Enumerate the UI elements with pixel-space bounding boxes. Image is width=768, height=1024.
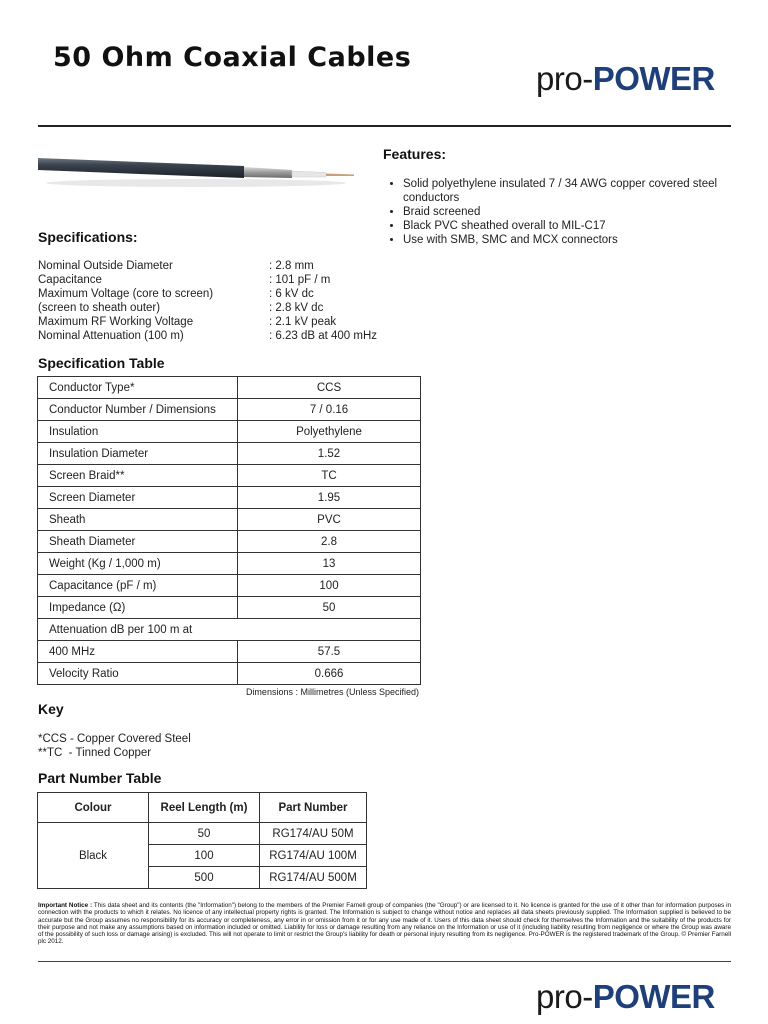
table-header-row xyxy=(38,793,367,823)
notice-text: This data sheet and its contents (the "Information") belong to the members of the Premier Farnell group of companies (the "Group") or are licensed to it. No licence is granted for the use of it other than for information purposes in connection with the products to which it relates. No licence of any intellectual property rights is granted. The Information is subject to change without notice and replaces all data sheets previously supplied. The Information supplied is believed to be accurate but the Group assumes no responsibility for its accuracy or completeness, any error in or omission from it or for any use made of it. Users of this data sheet should check for themselves the Information and the suitability of the products for their purpose and not make any assumptions based on information included or omitted. Liability for loss or damage resulting from any reliance on the Information or use of it (including liability resulting from negligence or where the Group was aware of the possibility of such loss or damage arising) is excluded. This will not operate to limit or restrict the Group's liability for death or personal injury resulting from its negligence. Pro-POWER is the registered trademark of the Group. © Premier Farnell plc 2012. xyxy=(38,902,732,946)
table-cell-value: CCS xyxy=(238,377,421,399)
table-row xyxy=(38,377,421,399)
spec-value: : 6.23 dB at 400 mHz xyxy=(269,330,378,342)
table-cell-value: 0.666 xyxy=(238,663,421,685)
part-number-cell: RG174/AU 500M xyxy=(260,867,367,889)
table-cell-value: 1.52 xyxy=(238,443,421,465)
column-header: Reel Length (m) xyxy=(149,793,260,823)
table-cell-label: Attenuation dB per 100 m at xyxy=(38,619,421,641)
table-cell-value: 1.95 xyxy=(238,487,421,509)
column-header: Colour xyxy=(38,793,149,823)
spec-row xyxy=(38,287,377,301)
spec-label: Maximum Voltage (core to screen) xyxy=(38,288,214,300)
feature-item: • Use with SMB, SMC and MCX connectors xyxy=(403,233,768,247)
table-row xyxy=(38,641,421,663)
table-row xyxy=(38,531,421,553)
spec-row xyxy=(38,301,377,315)
table-row xyxy=(38,509,421,531)
reel-length-cell: 500 xyxy=(149,867,260,889)
table-row xyxy=(38,443,421,465)
colour-cell: Black xyxy=(38,823,149,889)
pro-power-logo: pro-POWER xyxy=(536,978,715,1015)
table-cell-value: 57.5 xyxy=(238,641,421,663)
table-row xyxy=(38,553,421,575)
table-cell-value: TC xyxy=(238,465,421,487)
footer-divider xyxy=(38,961,731,962)
table-cell-label: Velocity Ratio xyxy=(38,663,238,685)
spec-label: Nominal Outside Diameter xyxy=(38,260,173,272)
table-cell-value: PVC xyxy=(238,509,421,531)
table-cell-label: Conductor Number / Dimensions xyxy=(38,399,238,421)
table-cell-value: 2.8 xyxy=(238,531,421,553)
table-row xyxy=(38,619,421,641)
specification-table xyxy=(37,376,421,685)
key-item: **TC - Tinned Copper xyxy=(38,747,152,759)
notice-label: Important Notice : xyxy=(38,902,93,909)
feature-item: • Solid polyethylene insulated 7 / 34 AWG copper covered steel conductors xyxy=(403,177,768,205)
spec-row xyxy=(38,273,377,287)
table-cell-label: Capacitance (pF / m) xyxy=(38,575,238,597)
table-cell-label: Screen Braid** xyxy=(38,465,238,487)
specifications-heading: Specifications: xyxy=(38,229,138,245)
dimensions-note: Dimensions : Millimetres (Unless Specified) xyxy=(245,687,419,697)
table-cell-label: Sheath Diameter xyxy=(38,531,238,553)
table-cell-label: 400 MHz xyxy=(38,641,238,663)
table-cell-label: Insulation xyxy=(38,421,238,443)
key-list xyxy=(38,732,191,760)
spec-value: : 101 pF / m xyxy=(269,274,331,286)
table-row xyxy=(38,575,421,597)
table-row xyxy=(38,465,421,487)
part-number-cell: RG174/AU 50M xyxy=(260,823,367,845)
specification-table-heading: Specification Table xyxy=(38,355,165,371)
spec-label: Nominal Attenuation (100 m) xyxy=(38,330,184,342)
table-row xyxy=(38,487,421,509)
table-cell-label: Insulation Diameter xyxy=(38,443,238,465)
spec-value: : 2.8 kV dc xyxy=(269,302,324,314)
table-row xyxy=(38,823,367,845)
feature-item: • Black PVC sheathed overall to MIL-C17 xyxy=(403,219,768,233)
page-title: 50 Ohm Coaxial Cables xyxy=(53,42,412,73)
coaxial-cable-image xyxy=(36,145,358,191)
table-cell-label: Impedance (Ω) xyxy=(38,597,238,619)
reel-length-cell: 100 xyxy=(149,845,260,867)
table-cell-value: 50 xyxy=(238,597,421,619)
table-cell-value: Polyethylene xyxy=(238,421,421,443)
features-heading: Features: xyxy=(383,146,447,162)
table-cell-label: Conductor Type* xyxy=(38,377,238,399)
spec-label: Maximum RF Working Voltage xyxy=(38,316,194,328)
spec-value: : 2.1 kV peak xyxy=(269,316,337,328)
reel-length-cell: 50 xyxy=(149,823,260,845)
features-list xyxy=(383,177,768,247)
table-cell-label: Weight (Kg / 1,000 m) xyxy=(38,553,238,575)
part-number-table-heading: Part Number Table xyxy=(38,770,162,786)
pro-power-logo: pro-POWER xyxy=(536,60,715,97)
table-row xyxy=(38,399,421,421)
feature-item: • Braid screened xyxy=(403,205,768,219)
part-number-table xyxy=(37,792,367,889)
table-cell-label: Sheath xyxy=(38,509,238,531)
spec-row xyxy=(38,329,377,343)
column-header: Part Number xyxy=(260,793,367,823)
table-row xyxy=(38,663,421,685)
specifications-list xyxy=(38,259,377,343)
spec-label: Capacitance xyxy=(38,274,102,286)
table-cell-value: 7 / 0.16 xyxy=(238,399,421,421)
part-number-cell: RG174/AU 100M xyxy=(260,845,367,867)
spec-value: : 6 kV dc xyxy=(269,288,314,300)
spec-value: : 2.8 mm xyxy=(269,260,314,272)
key-heading: Key xyxy=(38,701,64,717)
key-item: *CCS - Copper Covered Steel xyxy=(38,733,191,745)
spec-label: (screen to sheath outer) xyxy=(38,302,161,314)
table-row xyxy=(38,421,421,443)
table-row xyxy=(38,597,421,619)
spec-row xyxy=(38,315,377,329)
table-cell-value: 100 xyxy=(238,575,421,597)
header-divider xyxy=(38,125,731,127)
spec-row xyxy=(38,259,377,273)
table-cell-label: Screen Diameter xyxy=(38,487,238,509)
table-cell-value: 13 xyxy=(238,553,421,575)
important-notice xyxy=(38,902,731,946)
